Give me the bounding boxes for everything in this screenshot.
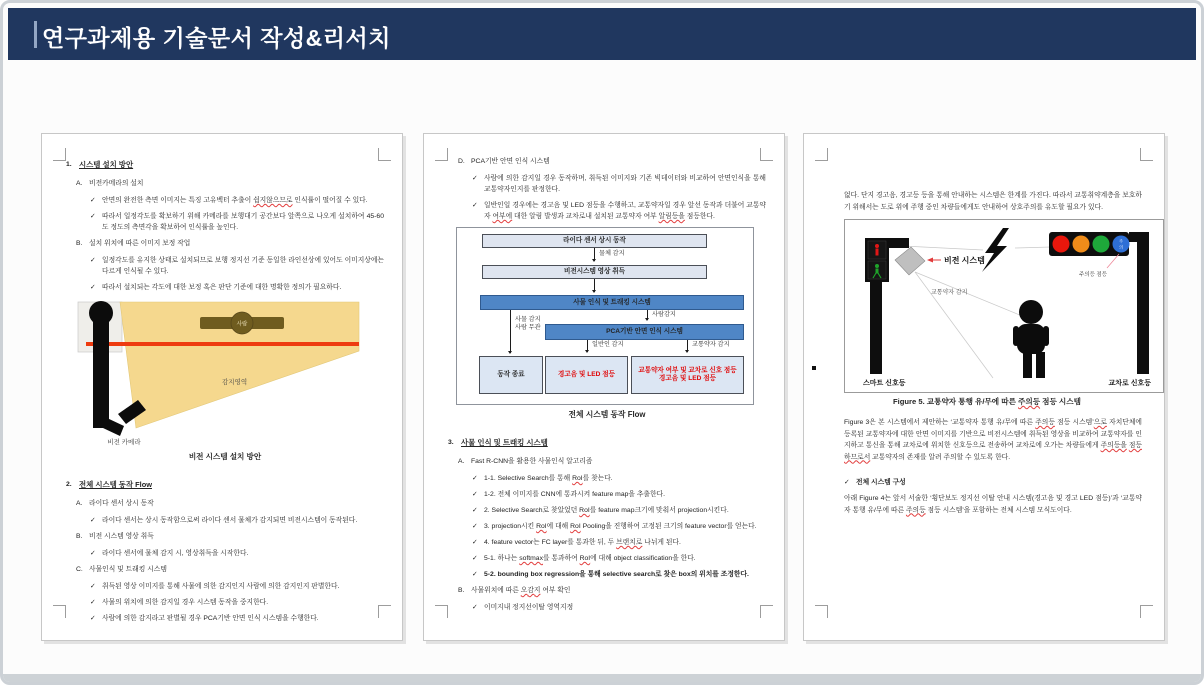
detection-area-label: 감지영역: [222, 379, 248, 386]
camera-label: 비전 카메라: [107, 439, 141, 446]
check-icon: ✓: [472, 555, 478, 562]
lightning-icon: [982, 228, 1009, 272]
margin-corner-mark: [815, 148, 828, 161]
person-icon: [1017, 324, 1045, 354]
check-icon: ✓: [472, 571, 478, 578]
margin-corner-mark: [760, 605, 773, 618]
checklist-item: ✓ 5-1. 하나는 softmax를 통과하여 RoI에 대해 object classification을 한다.: [472, 555, 696, 562]
check-icon: ✓: [90, 213, 96, 220]
margin-corner-mark: [815, 605, 828, 618]
green-person-icon: [876, 269, 879, 274]
caution-light-figure-svg: [845, 220, 1161, 390]
paragraph: 아래 Figure 4는 앞서 서술한 ‘횡단보도 정지선 이탈 안내 시스템(경고음 및 경고 LED 점등)’과 ‘교통약자 통행 유/무에 따른 주의등 점등 시스템’을 포함하는 전체 시스템 모식도이다.: [844, 495, 1142, 514]
section-heading: 1. 시스템 설치 방안: [66, 160, 134, 169]
margin-corner-mark: [1140, 148, 1153, 161]
cross-signal-label: 교차로 신호등: [1108, 380, 1151, 387]
camera-arm: [103, 418, 124, 436]
figure-caption: 비전 시스템 설치 방안: [188, 452, 262, 461]
document-page-1[interactable]: [41, 133, 403, 641]
figure-caption: 전체 시스템 동작 Flow: [568, 410, 646, 419]
flow-node-pca: PCA기반 안면 인식 시스템: [545, 324, 744, 340]
check-icon: ✓: [472, 175, 478, 182]
caution-light-figure: [844, 219, 1164, 393]
arrow-down-icon: [508, 351, 512, 354]
document-page-2[interactable]: [423, 133, 785, 641]
list-item: C. 사물인식 및 트래킹 시스템: [76, 566, 167, 573]
list-item: B. 비전 시스템 영상 취득: [76, 533, 154, 540]
flow-connector: [510, 310, 511, 353]
list-item: B. 사물위치에 따른 오감지 여부 확인: [458, 587, 571, 594]
title-bar: [8, 8, 1196, 60]
caution-label: 주의등 점등: [1078, 272, 1108, 278]
paragraph: 없다. 단지 경고음, 경고등 등을 통해 안내하는 시스템은 한계를 가진다. 따라서 교통취약계층을 보호하기 위해서는 도로 위에 주행 중인 차량들에게도 안내하여 상호주의를 유도할 필요가 있다.: [844, 192, 1142, 211]
checklist-item: ✓ 따라서 설치되는 각도에 대한 보정 혹은 판단 기준에 대한 명확한 정의가 필요하다.: [90, 284, 342, 291]
arrow-down-icon: [645, 318, 649, 321]
caution-light-text: 주: [1119, 238, 1123, 244]
signal-arm: [887, 238, 909, 248]
arrow-down-icon: [585, 350, 589, 353]
check-icon: ✓: [90, 550, 96, 557]
check-icon: ✓: [472, 604, 478, 611]
check-icon: ✓: [90, 583, 96, 590]
flow-node-end: 동작 종료: [479, 356, 543, 394]
checklist-item: ✓ 1-2. 전체 이미지를 CNN에 통과시켜 feature map을 추출한다.: [472, 491, 665, 498]
flow-node-signal: 교통약자 여부 및 교차로 신호 점등 경고음 및 LED 점등: [631, 356, 744, 394]
check-icon: ✓: [472, 539, 478, 546]
section-heading: 2. 전체 시스템 동작 Flow: [66, 480, 152, 489]
pole: [870, 282, 882, 374]
edge-label: 사물 감지 사람 무관: [515, 316, 541, 331]
margin-corner-mark: [378, 605, 391, 618]
arrow-down-icon: [592, 290, 596, 293]
check-icon: ✓: [472, 202, 478, 209]
link-line: [1015, 247, 1051, 248]
red-person-icon: [876, 249, 879, 256]
traffic-orange-light: [1073, 236, 1090, 253]
list-item: D. PCA기반 안면 인식 시스템: [458, 158, 550, 165]
list-item: B. 설치 위치에 따른 이미지 보정 작업: [76, 240, 191, 247]
margin-corner-mark: [760, 148, 773, 161]
smart-signal-label: 스마트 신호등: [863, 380, 906, 387]
check-icon: ✓: [90, 615, 96, 622]
flow-node-lidar: 라이다 센서 상시 동작: [482, 234, 707, 248]
system-flowchart: [456, 227, 754, 405]
margin-corner-mark: [435, 605, 448, 618]
margin-corner-mark: [378, 148, 391, 161]
person-icon: [1019, 300, 1043, 324]
margin-corner-mark: [53, 605, 66, 618]
detect-label: 교통약자 감지: [931, 290, 968, 296]
checklist-item: ✓ 라이다 센서는 상시 동작함으로써 라이다 센서 물체가 감지되면 비전시스템이 동작된다.: [90, 517, 358, 524]
margin-corner-mark: [53, 148, 66, 161]
flow-node-warning: 경고음 및 LED 점등: [545, 356, 628, 394]
red-arrow-head: [927, 258, 933, 263]
check-icon: ✓: [90, 517, 96, 524]
link-line: [903, 246, 983, 250]
check-icon: ✓: [472, 491, 478, 498]
stop-line: [86, 342, 359, 346]
check-icon: ✓: [844, 479, 850, 486]
margin-corner-mark: [435, 148, 448, 161]
pointer-line: [1107, 254, 1119, 268]
checklist-item: ✓ 취득된 영상 이미지를 통해 사물에 의한 감지인지 사람에 의한 감지인지 판별한다.: [90, 583, 340, 590]
checklist-item: ✓ 5-2. bounding box regression을 통해 selective search로 찾은 box의 위치를 조정한다.: [472, 571, 749, 578]
vision-system-label: 비전 시스템: [944, 256, 985, 265]
green-person-icon: [875, 264, 879, 268]
pole: [93, 316, 109, 428]
checklist-item: ✓ 따라서 일정각도를 확보하기 위해 카메라를 보행대기 공간보다 앞쪽으로 나오게 설치하여 45-60도 정도의 측면각을 확보하여 인식률을 높인다.: [90, 213, 384, 231]
red-person-icon: [875, 244, 879, 248]
edge-label: 물체 감지: [599, 250, 625, 257]
check-icon: ✓: [472, 507, 478, 514]
caution-light-text: 의: [1119, 244, 1123, 250]
vision-system-icon: [895, 247, 925, 275]
check-icon: ✓: [90, 284, 96, 291]
edge-label: 교통약자 감지: [692, 341, 730, 348]
flow-node-tracking: 사물 인식 및 트래킹 시스템: [480, 295, 744, 310]
window-bottom-edge: [3, 674, 1201, 682]
check-icon: ✓: [472, 523, 478, 530]
traffic-red-light: [1053, 236, 1070, 253]
arrow-down-icon: [685, 350, 689, 353]
checklist-item: ✓ 라이다 센서에 물체 감지 시, 영상취득을 시작한다.: [90, 550, 249, 557]
checklist-item: ✓ 1-1. Selective Search를 통해 RoI를 찾는다.: [472, 475, 613, 482]
checklist-item: ✓ 사람에 의한 감지일 경우 동작하며, 취득된 이미지와 기존 빅데이터와 비교하여 안면인식을 통해 교통약자인지를 판정한다.: [472, 175, 766, 193]
text-cursor: [34, 21, 37, 48]
checklist-item: ✓ 일정각도를 유지한 상태로 설치되므로 보행 정지선 기준 동일한 라인선상에 있어도 이미지상에는 다르게 인식될 수 있다.: [90, 257, 384, 275]
checklist-item: ✓ 2. Selective Search로 찾았었던 RoI를 feature map크기에 맞춰서 projection시킨다.: [472, 507, 729, 514]
checklist-item: ✓ 일반인일 경우에는 경고음 및 LED 점등을 수행하고, 교통약자일 경우 앞선 동작과 더불어 교통약자 여부에 대한 알림 발생과 교차로내 설치된 교통약자 여부 알림등을 점등한다.: [472, 202, 766, 220]
check-icon: ✓: [90, 599, 96, 606]
checklist-item: ✓ 이미지내 정지선이탈 영역지정: [472, 604, 574, 611]
edge-label: 사람감지: [652, 311, 676, 318]
checklist-item: ✓ 전체 시스템 구성: [844, 479, 906, 486]
flow-node-vision: 비전시스템 영상 취득: [482, 265, 707, 279]
list-item: A. 라이다 센서 상시 동작: [76, 500, 154, 507]
figure-caption: Figure 5. 교통약자 통행 유/무에 따른 주의등 점등 시스템: [893, 397, 1081, 406]
page-title[interactable]: 연구과제용 기술문서 작성&리서치: [42, 25, 391, 51]
margin-corner-mark: [1140, 605, 1153, 618]
paragraph: Figure 3은 본 시스템에서 제안하는 ‘교통약자 통행 유/무에 따른 주의등 점등 시스템’으로 자치단체에 등록된 교통약자에 대한 안면 이미지를 기반으로 비전시스템에 취득된 영상을 비교하여 교통약자를 인지하고 통신을 통해 교차로에 위치한 신호등으로 전송하여 교차로에 오가는 차량들에게 주의등을 점등하므로서 교통약자의 존재를 알려 주의할 수 있도록 한다.: [844, 419, 1142, 461]
edge-label: 일반인 감지: [592, 341, 624, 348]
arrow-down-icon: [592, 259, 596, 262]
check-icon: ✓: [90, 197, 96, 204]
section-heading: 3. 사물 인식 및 트래킹 시스템: [448, 438, 548, 447]
person-label: 사람: [236, 321, 248, 328]
person-icon: [1036, 352, 1045, 378]
margin-bullet: [812, 366, 816, 370]
document-page-3[interactable]: [803, 133, 1165, 641]
pole: [1137, 232, 1149, 374]
vision-install-figure: [72, 298, 372, 448]
checklist-item: ✓ 4. feature vector는 FC layer를 통과한 뒤, 두 브랜치로 나뉘게 된다.: [472, 539, 681, 546]
check-icon: ✓: [472, 475, 478, 482]
checklist-item: ✓ 사람에 의한 감지라고 판별될 경우 PCA기반 안면 인식 시스템을 수행한다.: [90, 615, 319, 622]
person-icon: [1023, 352, 1032, 378]
checklist-item: ✓ 사물의 위치에 의한 감지일 경우 시스템 동작을 중지한다.: [90, 599, 269, 606]
checklist-item: ✓ 3. projection시킨 RoI에 대해 RoI Pooling을 진행하여 고정된 크기의 feature vector를 얻는다.: [472, 523, 757, 530]
list-item: A. 비전카메라의 설치: [76, 180, 144, 187]
list-item: A. Fast R-CNN을 활용한 사물인식 알고리즘: [458, 458, 593, 465]
traffic-green-light: [1093, 236, 1110, 253]
checklist-item: ✓ 안면의 완전한 측면 이미지는 특징 고유벡터 추출이 쉽지않으므로 인식률이 떨어질 수 있다.: [90, 197, 368, 204]
check-icon: ✓: [90, 257, 96, 264]
